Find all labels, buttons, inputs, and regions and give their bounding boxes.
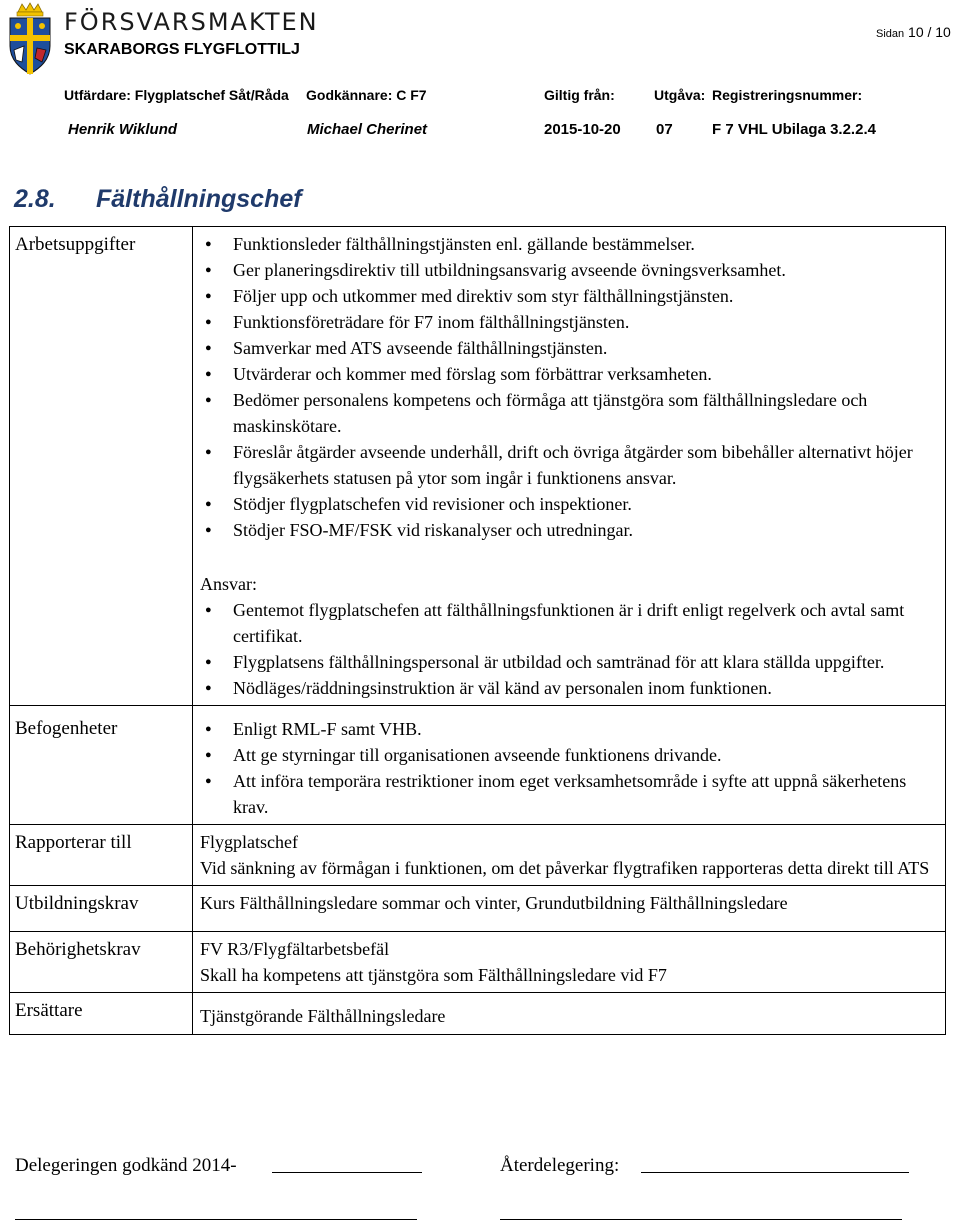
tasks-list (200, 231, 937, 543)
responsibilities-list (200, 597, 937, 701)
list-item: ● Att ge styrningar till organisationen avseende funktionens drivande. (200, 742, 937, 768)
table-row (10, 932, 946, 993)
page-label: Sidan (876, 28, 905, 40)
table-row (10, 886, 946, 932)
list-item: ● Flygplatsens fälthållningspersonal är utbildad och samtränad för att klara ställda uppgifter. (200, 649, 937, 675)
table-row (10, 825, 946, 886)
list-item: ● Utvärderar och kommer med förslag som förbättrar verksamheten. (200, 361, 937, 387)
list-item: ● Enligt RML-F samt VHB. (200, 716, 937, 742)
qualification-value-1: FV R3/Flygfältarbetsbefäl (200, 939, 390, 959)
section-title (14, 185, 302, 214)
coat-of-arms-icon (4, 2, 56, 76)
delegation-label: Delegeringen godkänd 2014- (15, 1155, 237, 1176)
list-item: ● Funktionsleder fälthållningstjänsten enl. gällande bestämmelser. (200, 231, 937, 257)
signature-line-left (15, 1219, 417, 1220)
reports-to-cell (193, 825, 946, 886)
edition-label: Utgåva: (654, 87, 706, 103)
training-label: Utbildningskrav (10, 886, 193, 932)
unit-name: SKARABORGS FLYGFLOTTILJ (64, 41, 300, 58)
qualification-cell (193, 932, 946, 993)
list-item: ● Föreslår åtgärder avseende underhåll, drift och övriga åtgärder som bibehåller alternativt höjer flygsäkerhets statusen på ytor som ingår i funktionens ansvar. (200, 439, 937, 491)
section-title-text: Fälthållningschef (96, 185, 302, 213)
qualification-value-2: Skall ha kompetens att tjänstgöra som Fälthållningsledare vid F7 (200, 965, 667, 985)
substitute-label: Ersättare (10, 993, 193, 1035)
delegation-date-line (272, 1172, 422, 1173)
list-item: ● Samverkar med ATS avseende fälthållningstjänsten. (200, 335, 937, 361)
responsibility-heading: Ansvar: (200, 574, 257, 594)
table-row (10, 227, 946, 706)
issuer-label: Utfärdare: Flygplatschef Såt/Råda (64, 87, 289, 103)
organization-name: FÖRSVARSMAKTEN (64, 8, 319, 36)
list-item: ● Bedömer personalens kompetens och förmåga att tjänstgöra som fälthållningsledare och maskinskötare. (200, 387, 937, 439)
signature-line-right (500, 1219, 902, 1220)
list-item: ● Ger planeringsdirektiv till utbildningsansvarig avseende övningsverksamhet. (200, 257, 937, 283)
role-table (9, 226, 946, 1035)
authority-list (200, 716, 937, 820)
list-item: ● Funktionsföreträdare för F7 inom fälthållningstjänsten. (200, 309, 937, 335)
authority-label: Befogenheter (10, 706, 193, 825)
reports-to-note: Vid sänkning av förmågan i funktionen, om det påverkar flygtrafiken rapporteras detta direkt till ATS (200, 858, 930, 878)
table-row (10, 706, 946, 825)
section-number: 2.8. (14, 185, 56, 213)
page-number-value: 10 / 10 (908, 24, 951, 40)
list-item: ● Följer upp och utkommer med direktiv som styr fälthållningstjänsten. (200, 283, 937, 309)
valid-from-label: Giltig från: (544, 87, 615, 103)
qualification-label: Behörighetskrav (10, 932, 193, 993)
list-item: ● Att införa temporära restriktioner inom eget verksamhetsområde i syfte att uppnå säkerhetens krav. (200, 768, 937, 820)
registration-label: Registreringsnummer: (712, 87, 863, 103)
tasks-cell (193, 227, 946, 706)
list-item: ● Stödjer FSO-MF/FSK vid riskanalyser och utredningar. (200, 517, 937, 543)
list-item: ● Stödjer flygplatschefen vid revisioner och inspektioner. (200, 491, 937, 517)
list-item: ● Gentemot flygplatschefen att fälthållningsfunktionen är i drift enligt regelverk och avtal samt certifikat. (200, 597, 937, 649)
issuer-name: Henrik Wiklund (68, 121, 178, 138)
redelegation-line (641, 1172, 909, 1173)
page-number (876, 24, 951, 40)
list-item: ● Nödläges/räddningsinstruktion är väl känd av personalen inom funktionen. (200, 675, 937, 701)
approver-label: Godkännare: C F7 (306, 87, 427, 103)
edition-number: 07 (656, 121, 673, 138)
training-value: Kurs Fälthållningsledare sommar och vinter, Grundutbildning Fälthållningsledare (193, 886, 946, 932)
substitute-value: Tjänstgörande Fälthållningsledare (193, 993, 946, 1035)
reports-to-value: Flygplatschef (200, 832, 298, 852)
tasks-label: Arbetsuppgifter (10, 227, 193, 706)
table-row (10, 993, 946, 1035)
registration-number: F 7 VHL Ubilaga 3.2.2.4 (712, 121, 876, 138)
valid-from-date: 2015-10-20 (544, 121, 621, 138)
reports-to-label: Rapporterar till (10, 825, 193, 886)
redelegation-label: Återdelegering: (500, 1155, 620, 1176)
approver-name: Michael Cherinet (307, 121, 428, 138)
authority-cell (193, 706, 946, 825)
